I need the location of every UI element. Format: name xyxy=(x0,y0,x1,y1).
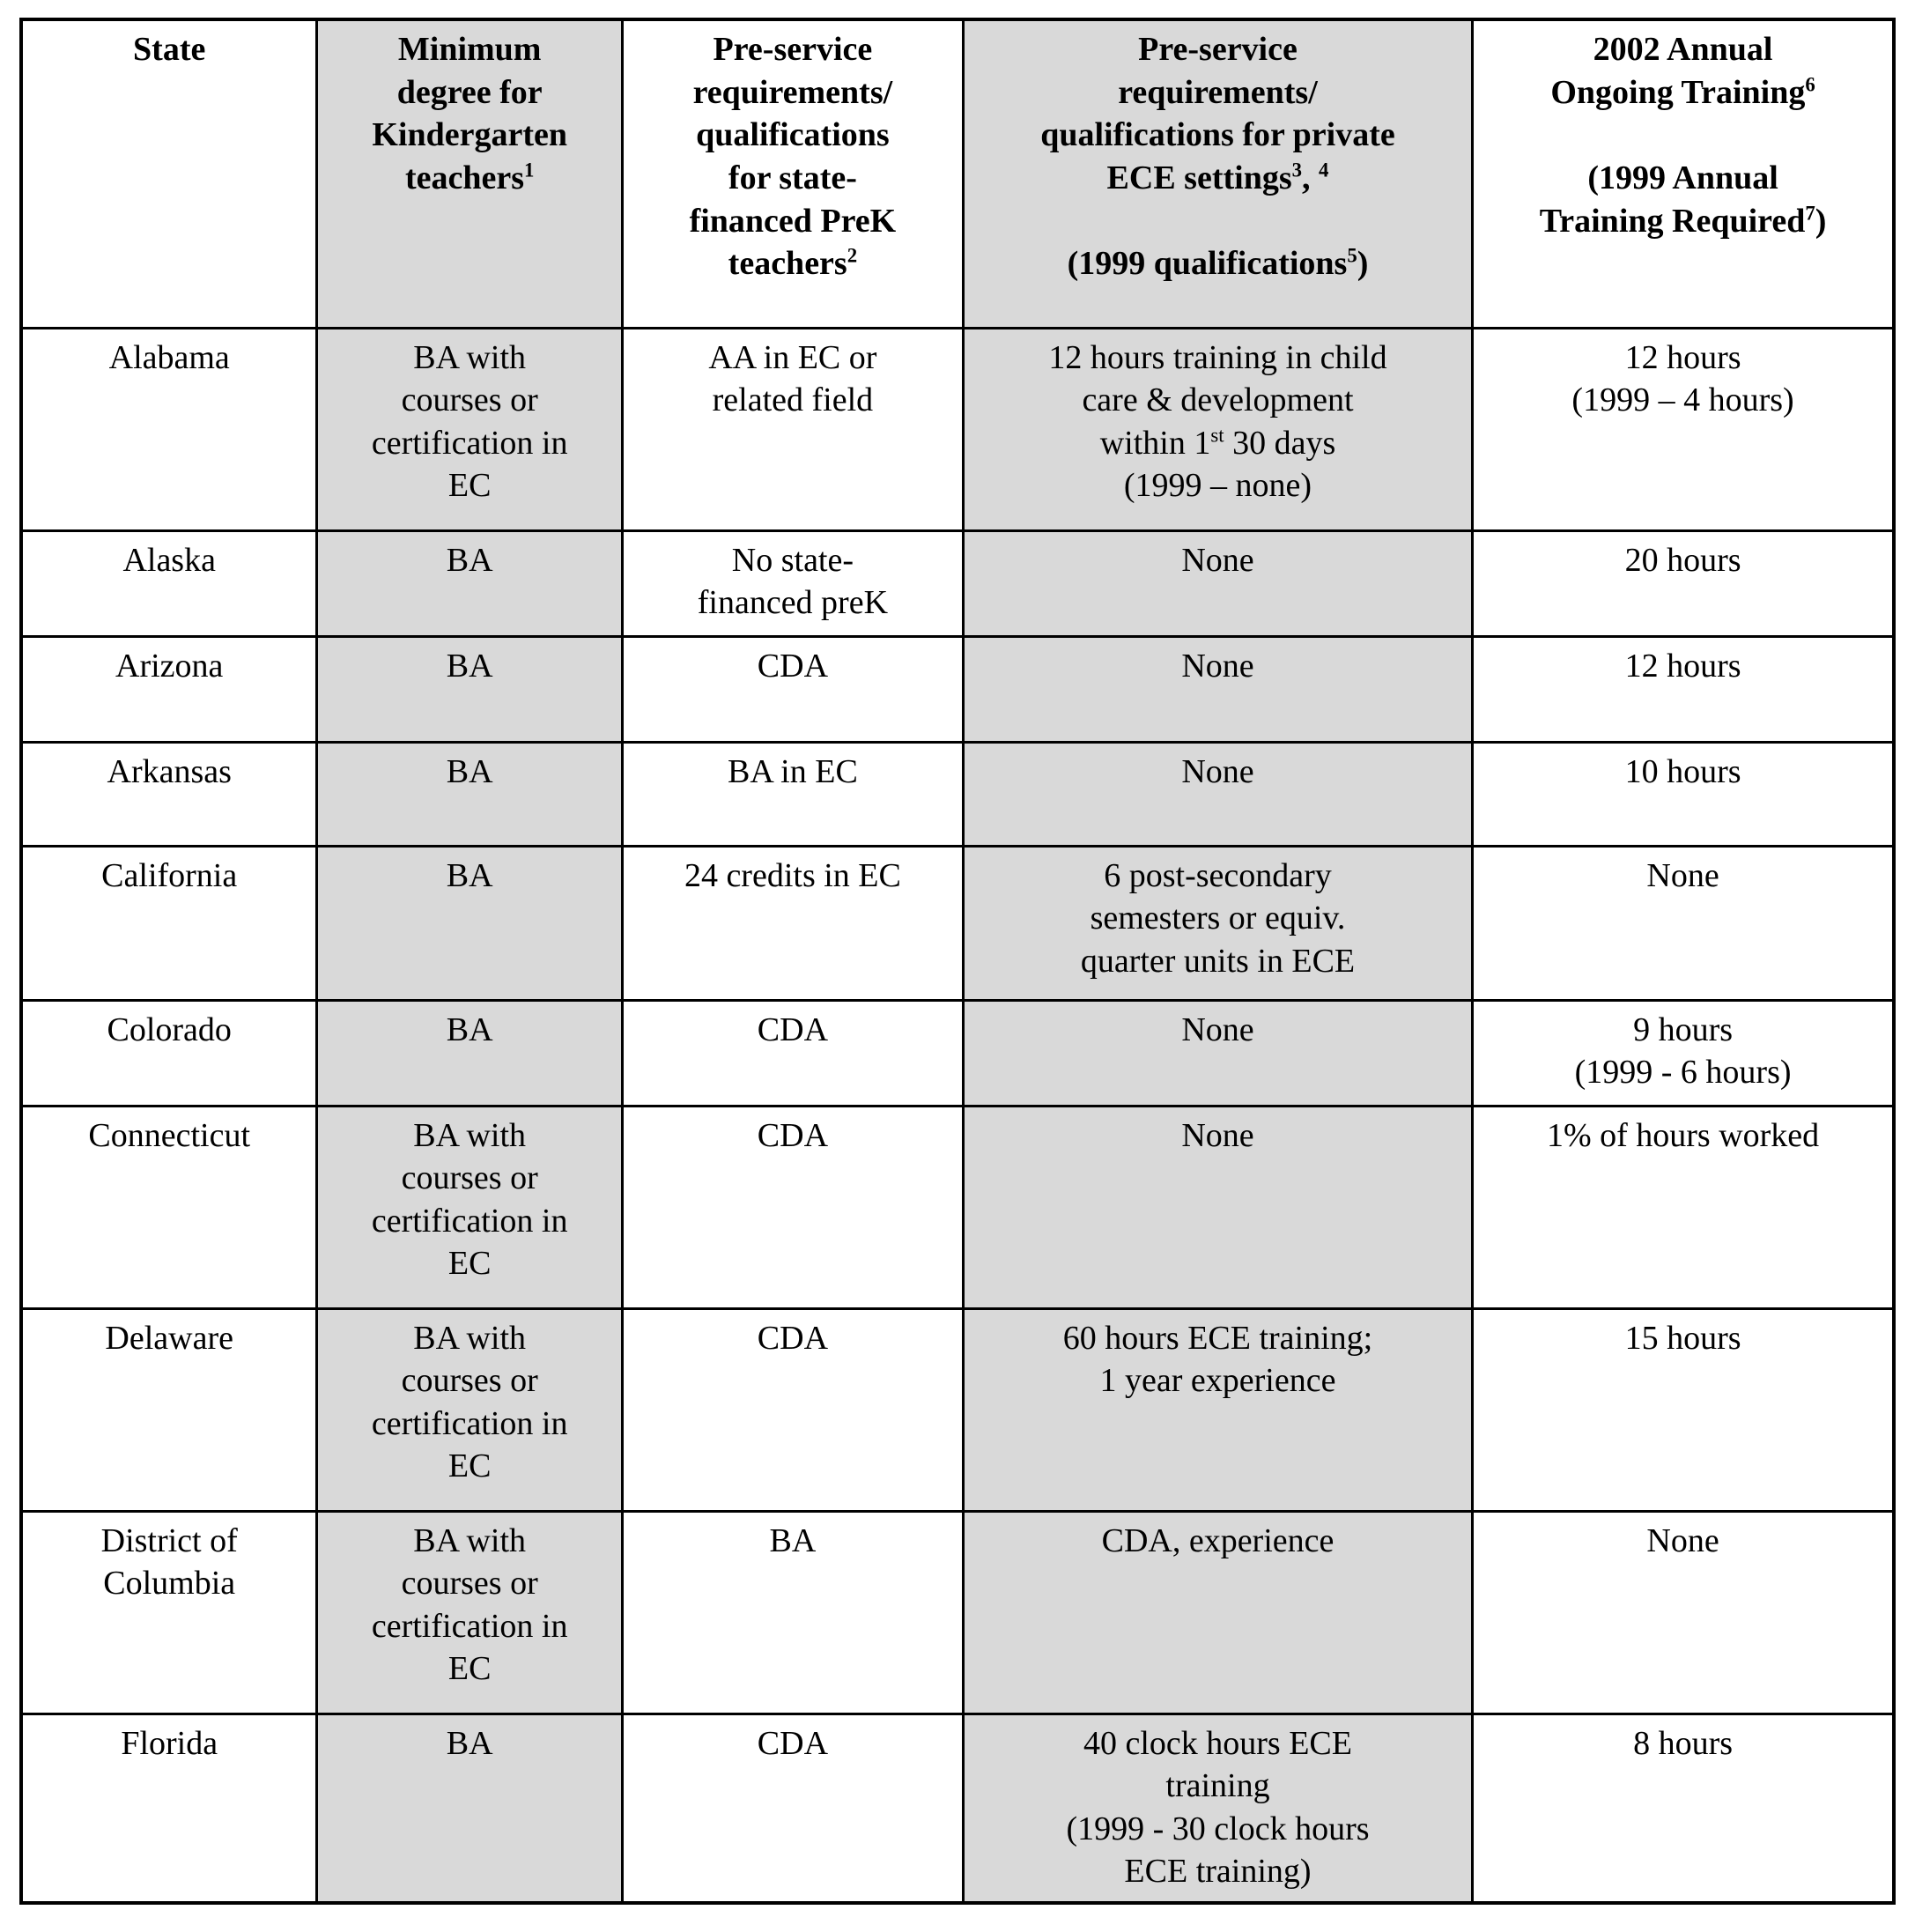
cell-arizona-preservice-private-ece: None xyxy=(963,636,1472,742)
table-row-delaware xyxy=(21,1308,1894,1511)
table-row-connecticut xyxy=(21,1106,1894,1308)
cell-florida-min-degree-kindergarten: BA xyxy=(317,1714,623,1903)
cell-alaska-min-degree-kindergarten: BA xyxy=(317,530,623,636)
column-header-annual-ongoing-training: 2002 Annual Ongoing Training$^6$ (1999 Annual Training Required$^7$) xyxy=(1473,19,1894,328)
cell-florida-state: Florida xyxy=(21,1714,317,1903)
cell-connecticut-min-degree-kindergarten: BA with courses or certification in EC xyxy=(317,1106,623,1308)
state-requirements-table xyxy=(19,18,1896,1905)
table-header xyxy=(21,19,1894,328)
cell-arizona-preservice-state-prek: CDA xyxy=(622,636,963,742)
cell-district-of-columbia-preservice-state-prek: BA xyxy=(622,1511,963,1714)
cell-arkansas-preservice-state-prek: BA in EC xyxy=(622,742,963,846)
cell-connecticut-state: Connecticut xyxy=(21,1106,317,1308)
cell-colorado-preservice-state-prek: CDA xyxy=(622,1000,963,1106)
cell-arizona-annual-ongoing-training: 12 hours xyxy=(1473,636,1894,742)
cell-colorado-preservice-private-ece: None xyxy=(963,1000,1472,1106)
cell-florida-annual-ongoing-training: 8 hours xyxy=(1473,1714,1894,1903)
cell-arkansas-annual-ongoing-training: 10 hours xyxy=(1473,742,1894,846)
cell-alabama-state: Alabama xyxy=(21,328,317,530)
cell-california-min-degree-kindergarten: BA xyxy=(317,846,623,1000)
table-row-district-of-columbia xyxy=(21,1511,1894,1714)
column-header-min-degree-kindergarten: Minimum degree for Kindergarten teachers$^1$ xyxy=(317,19,623,328)
cell-alabama-min-degree-kindergarten: BA with courses or certification in EC xyxy=(317,328,623,530)
cell-california-preservice-private-ece: 6 post-secondary semesters or equiv. quarter units in ECE xyxy=(963,846,1472,1000)
cell-delaware-min-degree-kindergarten: BA with courses or certification in EC xyxy=(317,1308,623,1511)
cell-arkansas-min-degree-kindergarten: BA xyxy=(317,742,623,846)
cell-delaware-state: Delaware xyxy=(21,1308,317,1511)
document-page xyxy=(19,18,1896,1905)
column-header-preservice-private-ece: Pre-service requirements/ qualifications for private ECE settings$^3$, $^4$ (1999 qualifications$^5$) xyxy=(963,19,1472,328)
column-header-preservice-state-prek: Pre-service requirements/ qualifications for state- financed PreK teachers$^2$ xyxy=(622,19,963,328)
table-body xyxy=(21,328,1894,1903)
cell-district-of-columbia-state: District of Columbia xyxy=(21,1511,317,1714)
cell-alabama-preservice-state-prek: AA in EC or related field xyxy=(622,328,963,530)
cell-arkansas-preservice-private-ece: None xyxy=(963,742,1472,846)
cell-delaware-preservice-private-ece: 60 hours ECE training; 1 year experience xyxy=(963,1308,1472,1511)
table-row-california xyxy=(21,846,1894,1000)
column-header-state: State xyxy=(21,19,317,328)
cell-colorado-state: Colorado xyxy=(21,1000,317,1106)
table-row-arizona xyxy=(21,636,1894,742)
cell-alabama-annual-ongoing-training: 12 hours (1999 – 4 hours) xyxy=(1473,328,1894,530)
header-row xyxy=(21,19,1894,328)
cell-california-annual-ongoing-training: None xyxy=(1473,846,1894,1000)
table-row-alabama xyxy=(21,328,1894,530)
cell-connecticut-annual-ongoing-training: 1% of hours worked xyxy=(1473,1106,1894,1308)
table-row-arkansas xyxy=(21,742,1894,846)
cell-arizona-min-degree-kindergarten: BA xyxy=(317,636,623,742)
cell-district-of-columbia-min-degree-kindergarten: BA with courses or certification in EC xyxy=(317,1511,623,1714)
cell-alaska-annual-ongoing-training: 20 hours xyxy=(1473,530,1894,636)
cell-florida-preservice-private-ece: 40 clock hours ECE training (1999 - 30 clock hours ECE training) xyxy=(963,1714,1472,1903)
cell-connecticut-preservice-private-ece: None xyxy=(963,1106,1472,1308)
cell-alaska-state: Alaska xyxy=(21,530,317,636)
cell-district-of-columbia-preservice-private-ece: CDA, experience xyxy=(963,1511,1472,1714)
table-row-colorado xyxy=(21,1000,1894,1106)
cell-connecticut-preservice-state-prek: CDA xyxy=(622,1106,963,1308)
cell-arizona-state: Arizona xyxy=(21,636,317,742)
cell-alabama-preservice-private-ece: 12 hours training in child care & development within 1st 30 days (1999 – none) xyxy=(963,328,1472,530)
cell-colorado-min-degree-kindergarten: BA xyxy=(317,1000,623,1106)
table-row-alaska xyxy=(21,530,1894,636)
cell-alaska-preservice-private-ece: None xyxy=(963,530,1472,636)
cell-california-state: California xyxy=(21,846,317,1000)
cell-colorado-annual-ongoing-training: 9 hours (1999 - 6 hours) xyxy=(1473,1000,1894,1106)
cell-delaware-preservice-state-prek: CDA xyxy=(622,1308,963,1511)
cell-florida-preservice-state-prek: CDA xyxy=(622,1714,963,1903)
table-row-florida xyxy=(21,1714,1894,1903)
cell-delaware-annual-ongoing-training: 15 hours xyxy=(1473,1308,1894,1511)
cell-arkansas-state: Arkansas xyxy=(21,742,317,846)
cell-california-preservice-state-prek: 24 credits in EC xyxy=(622,846,963,1000)
cell-alaska-preservice-state-prek: No state- financed preK xyxy=(622,530,963,636)
cell-district-of-columbia-annual-ongoing-training: None xyxy=(1473,1511,1894,1714)
